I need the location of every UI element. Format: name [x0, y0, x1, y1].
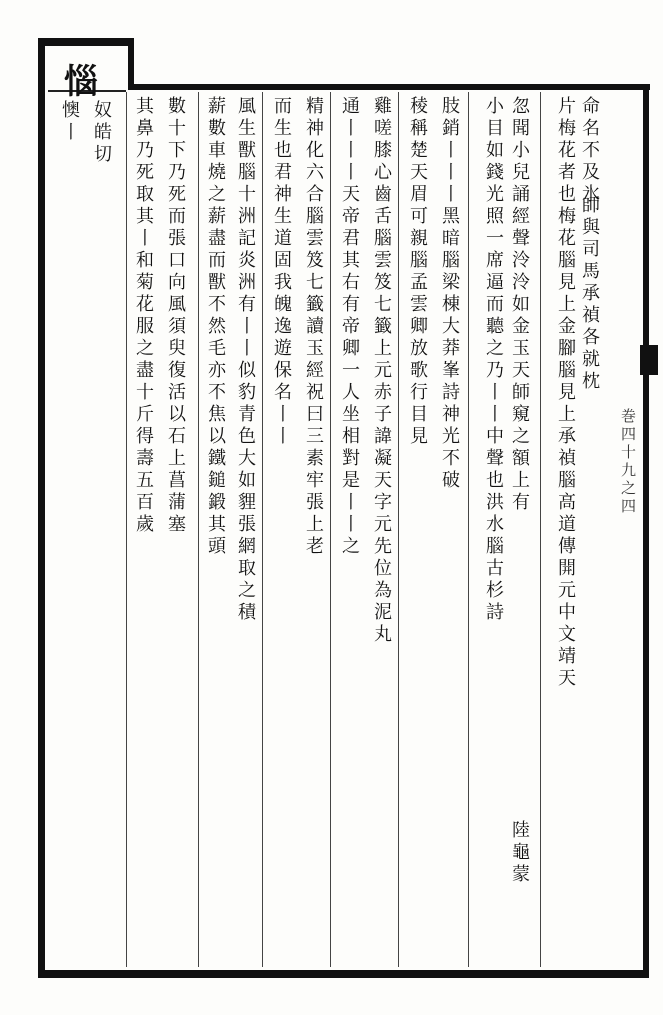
- column-rule: [468, 92, 469, 967]
- head-character: 惱: [64, 62, 98, 102]
- text-column-11: 精神化六合腦雲笈七籤讀玉經祝曰三素牢張上老: [303, 96, 324, 558]
- text-column-13: 風生獸腦十洲記炎洲有丨丨似豹青色大如貍張網取之積: [235, 96, 256, 624]
- text-column-15: 數十下乃死而張口向風須臾復活以石上菖蒲塞: [165, 96, 186, 536]
- frame-notch-border: [128, 38, 134, 90]
- text-column-3: 師與司馬承禎各就枕: [579, 195, 600, 393]
- text-column-5: 小目如錢光照一席逼而聽之乃丨丨中聲也洪水腦古杉詩: [483, 96, 504, 624]
- column-rule: [262, 92, 263, 967]
- text-column-1: 命名不及氷: [579, 96, 600, 206]
- margin-page-label: 巻四十九之四: [619, 408, 637, 516]
- frame-top-border-right: [130, 84, 650, 90]
- frame-bottom-border: [38, 970, 643, 978]
- text-column-9: 雞嗟膝心齒舌腦雲笈七籤上元赤子諱凝天字元先位為泥丸: [371, 96, 392, 646]
- column-rule: [126, 92, 127, 967]
- frame-left-border: [38, 38, 45, 978]
- column-rule: [540, 92, 541, 967]
- column-rule: [198, 92, 199, 967]
- text-column-7: 肢銷丨丨丨黑暗腦梁棟大莽峯詩神光不破: [439, 96, 460, 492]
- text-column-2: 片梅花者也梅花腦見上金腳腦見上承禎腦高道傳開元中文靖天: [555, 96, 576, 690]
- text-column-6: 陸龜蒙: [509, 820, 530, 886]
- text-column-8: 稜稱楚天眉可親腦孟雲卿放歌行目見: [407, 96, 428, 448]
- text-column-10: 通丨丨丨天帝君其右有帝卿一人坐相對是丨丨之: [339, 96, 360, 558]
- fishtail-mark: [640, 345, 658, 375]
- text-column-14: 薪數車燒之薪盡而獸不然毛亦不焦以鐵鎚鍛其頭: [205, 96, 226, 558]
- text-column-18: 懊丨: [59, 100, 80, 144]
- column-rule: [330, 92, 331, 967]
- text-column-17: 奴皓切: [91, 100, 112, 166]
- frame-top-border: [38, 38, 134, 46]
- text-column-16: 其鼻乃死取其丨和菊花服之盡十斤得壽五百歲: [133, 96, 154, 536]
- frame-right-border: [643, 84, 649, 978]
- column-rule: [398, 92, 399, 967]
- text-column-12: 而生也君神生道固我魄逸遊保名丨丨: [271, 96, 292, 448]
- text-column-4: 忽聞小兒誦經聲泠泠如金玉天師窺之額上有: [509, 96, 530, 514]
